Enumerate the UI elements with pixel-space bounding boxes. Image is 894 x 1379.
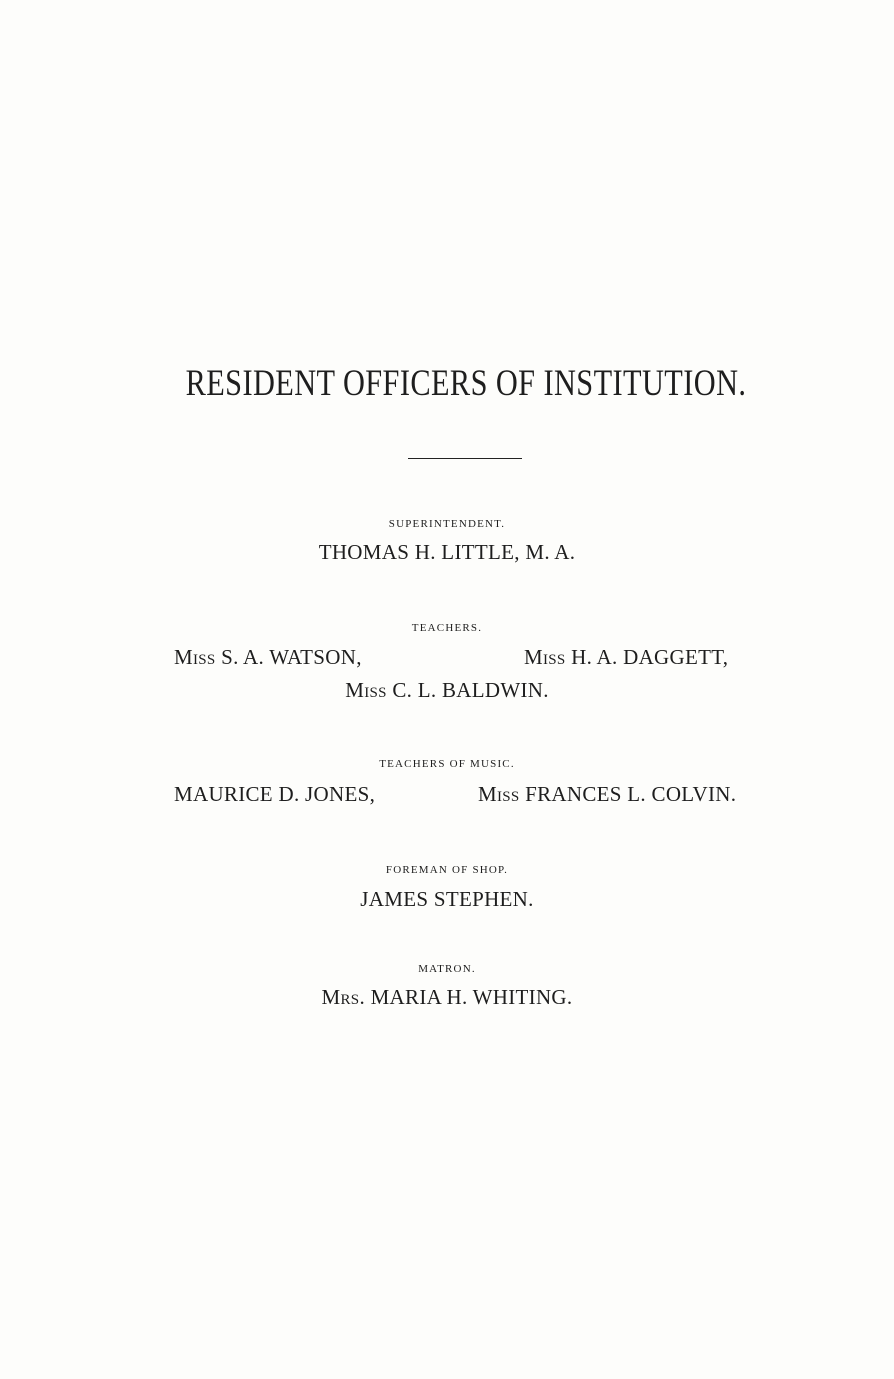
teacher-left-name: S. A. WATSON, [221, 645, 362, 669]
title-divider [408, 458, 522, 459]
matron-prefix: Mrs. [321, 985, 366, 1009]
teacher-left [174, 645, 362, 670]
teachers-heading: TEACHERS. [411, 622, 483, 634]
music-teacher-left [174, 782, 375, 807]
music-teachers-heading: TEACHERS OF MUSIC. [379, 758, 515, 770]
matron-heading: MATRON. [418, 963, 476, 975]
page-title: RESIDENT OFFICERS OF INSTITUTION. [185, 363, 747, 404]
teacher-center-name: C. L. BALDWIN. [392, 678, 549, 702]
music-teacher-right [478, 782, 736, 807]
superintendent-name: THOMAS H. LITTLE, M. A. [318, 540, 576, 564]
shop-foreman-heading: FOREMAN OF SHOP. [385, 864, 509, 876]
music-teacher-right-name: FRANCES L. COLVIN. [525, 782, 737, 806]
matron [0, 985, 894, 1010]
shop-foreman-name: JAMES STEPHEN. [360, 887, 534, 911]
teacher-right-name: H. A. DAGGETT, [571, 645, 729, 669]
music-teacher-left-name: MAURICE D. JONES, [174, 782, 376, 806]
teacher-center-prefix: Miss [345, 678, 387, 702]
teacher-center [0, 678, 894, 703]
teacher-right-prefix: Miss [524, 645, 566, 669]
matron-name: MARIA H. WHITING. [370, 985, 573, 1009]
superintendent-heading: SUPERINTENDENT. [388, 518, 506, 530]
music-teacher-right-prefix: Miss [478, 782, 520, 806]
teacher-left-prefix: Miss [174, 645, 216, 669]
teacher-right [524, 645, 728, 670]
